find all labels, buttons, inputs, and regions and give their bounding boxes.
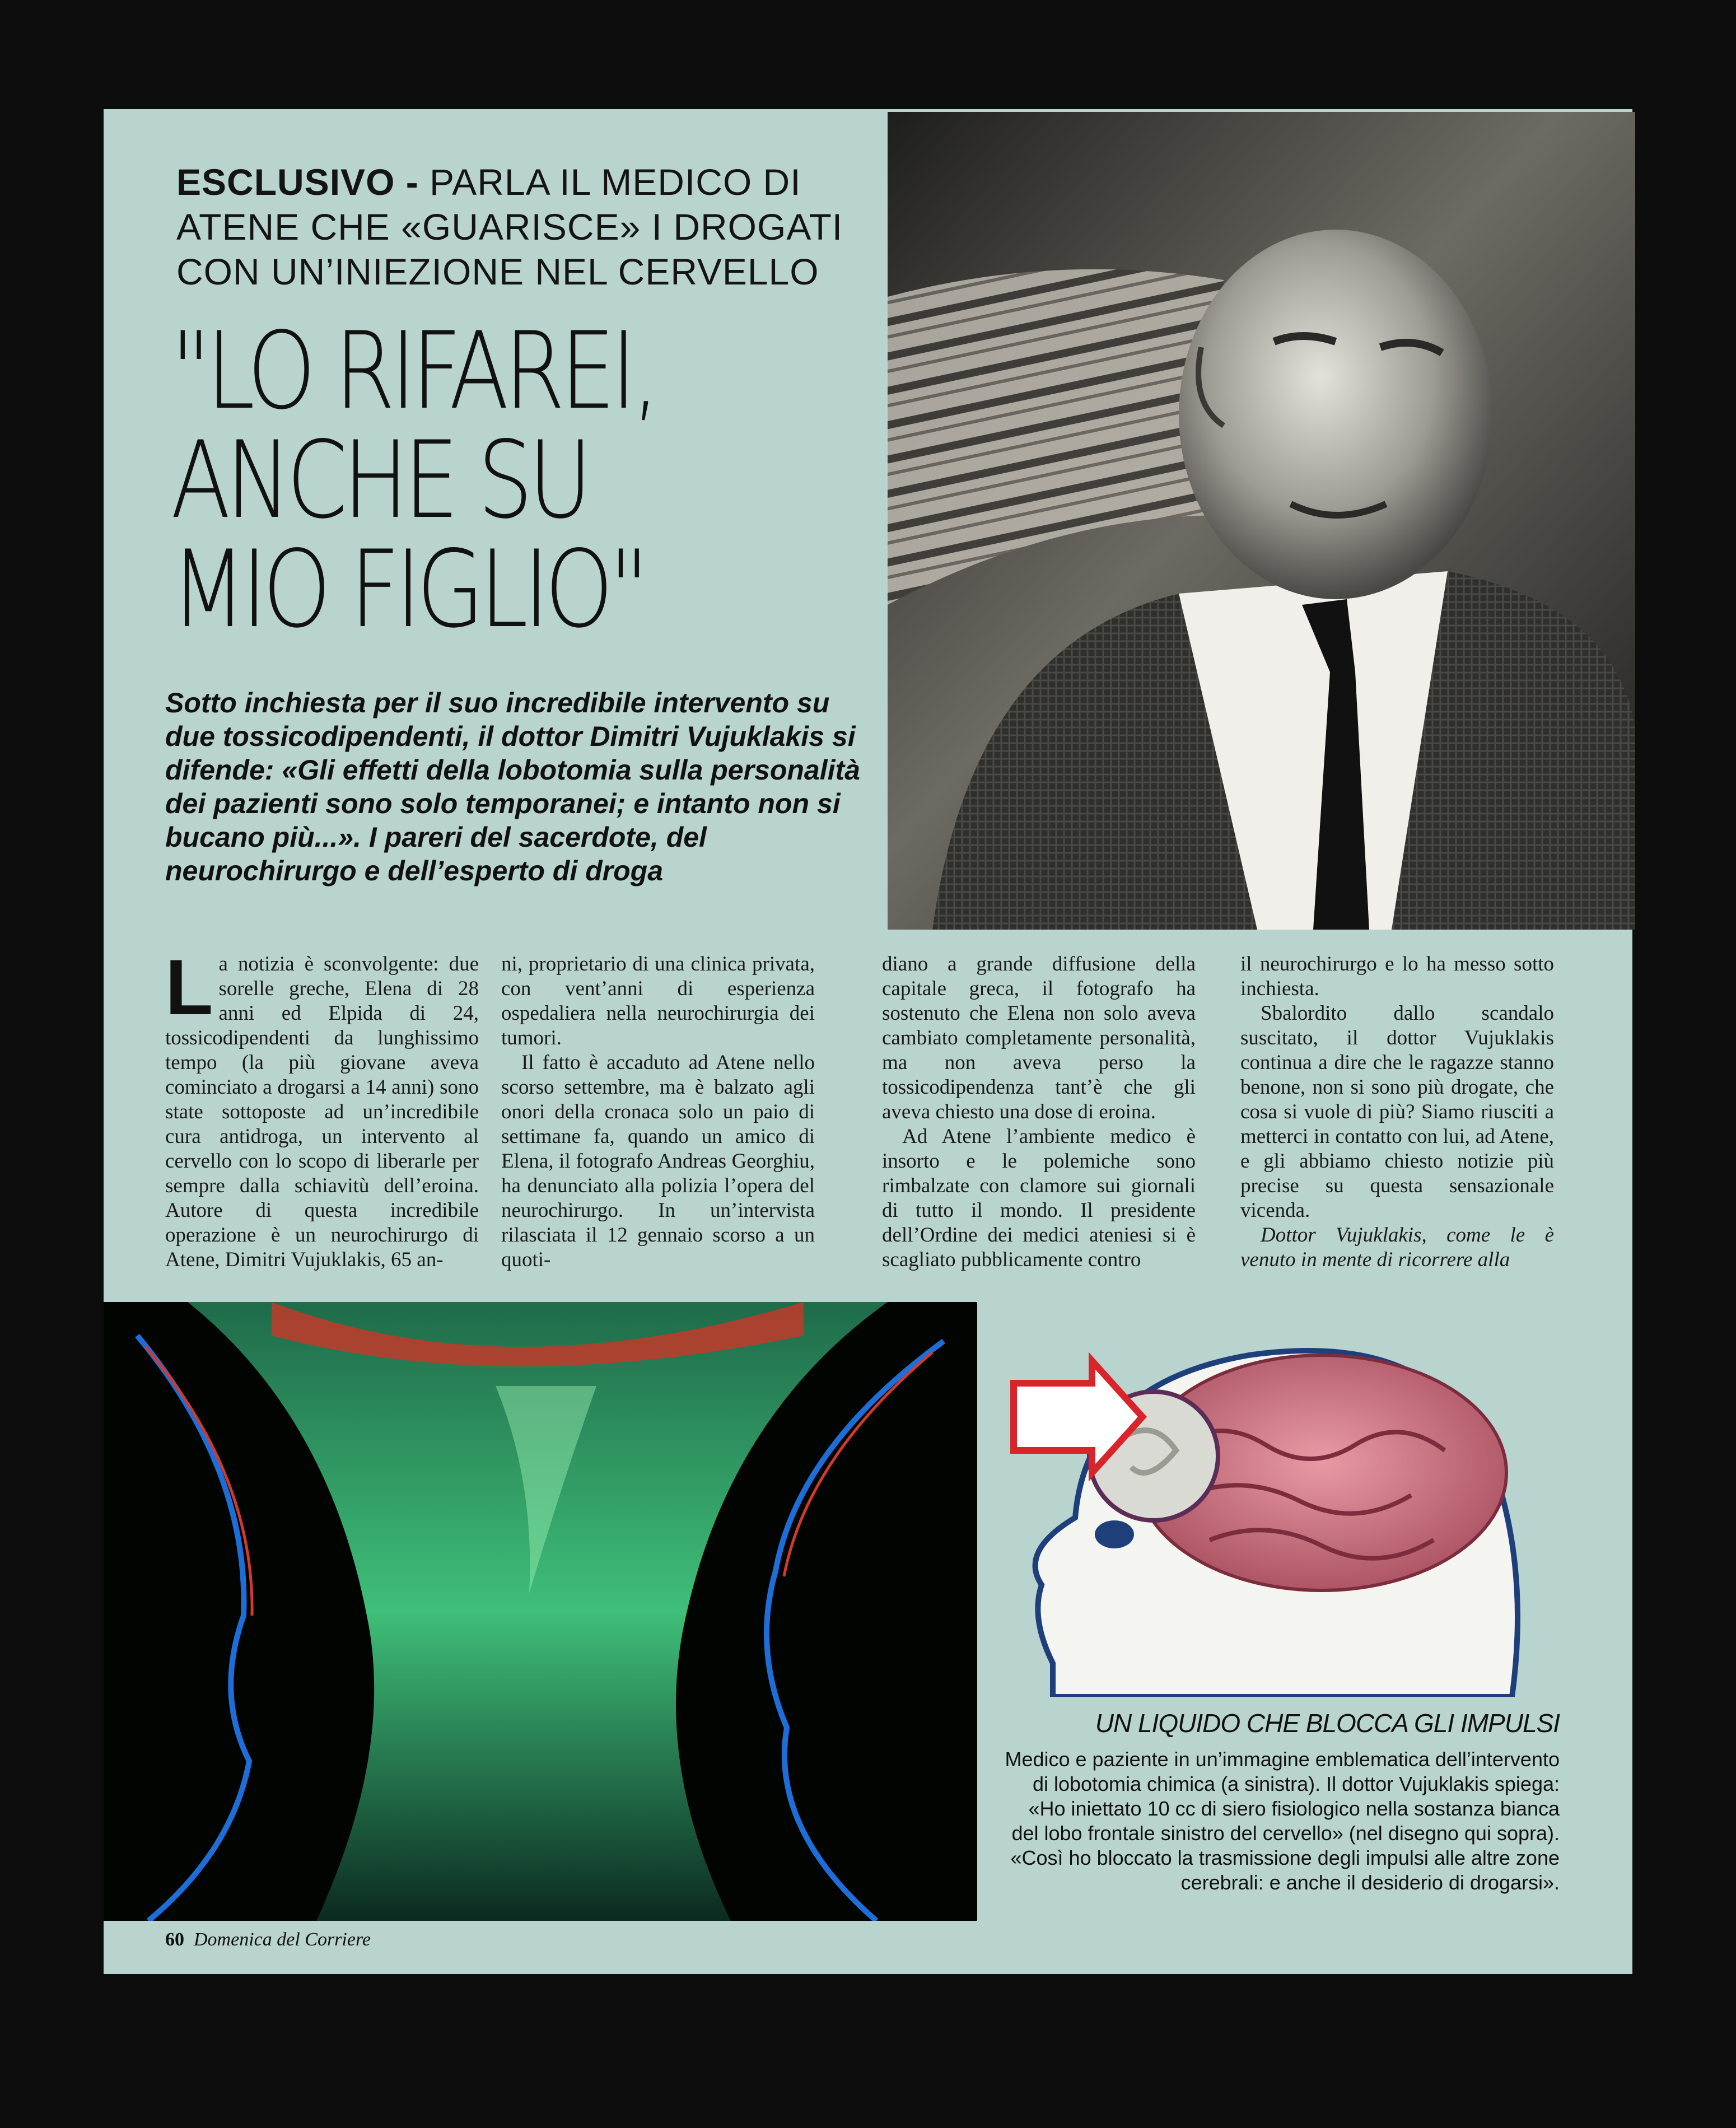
caption-title: UN LIQUIDO CHE BLOCCA GLI IMPULSI	[1095, 1709, 1560, 1738]
neon-profiles-illustration	[104, 1302, 977, 1921]
paragraph: il neurochirurgo e lo ha messo sotto inchiesta.	[1240, 953, 1554, 1000]
page-footer	[165, 1929, 371, 1950]
paragraph: Ad Atene l’ambiente medico è insorto e le polemiche sono rimbalzate con clamore sui giornali di tutto il mondo. Il presidente dell’Ordine dei medici ateniesi si è scagliato pubblicamente contro	[882, 1125, 1196, 1271]
paragraph: Sbalordito dallo scandalo suscitato, il dottor Vujuklakis continua a dire che le ragazze stanno benone, non si sono più drogate, che cosa si vuole di più? Siamo riusciti a metterci in contatto con lui, ad Atene, e gli abbiamo chiesto notizie più precise su questa sensazionale vicenda.	[1240, 1002, 1554, 1222]
paragraph: diano a grande diffusione della capitale greca, il fotografo ha sostenuto che Elena non solo aveva cambiato completamente personalità, ma non aveva perso la tossicodipendenza tant’è che gli aveva chiesto una dose di eroina.	[882, 953, 1196, 1123]
publication-name: Domenica del Corriere	[194, 1929, 371, 1950]
paragraph: ni, proprietario di una clinica privata, con vent’anni di esperienza ospedaliera nella neurochirurgia dei tumori.	[501, 953, 815, 1049]
paragraph: a notizia è sconvolgente: due sorelle greche, Elena di 28 anni ed Elpida di 24, tossicodipendenti da lunghissimo tempo (la più giovane aveva cominciato a drogarsi a 14 anni) sono state sottoposte ad un’incredibile cura antidroga, un intervento al cervello con lo scopo di liberarle per sempre dalla schiavitù dell’eroina. Autore di questa incredibile operazione è un neurochirurgo di Atene, Dimitri Vujuklakis, 65 an-	[165, 953, 479, 1271]
brain-illustration	[1008, 1305, 1568, 1697]
brain-diagram	[1008, 1305, 1568, 1697]
kicker-lead: ESCLUSIVO -	[176, 161, 419, 203]
kicker-text: PARLA IL MEDICO DI ATENE CHE «GUARISCE» I DROGATI CON UN’INIEZIONE NEL CERVELLO	[176, 161, 843, 292]
doctor-portrait-illustration	[888, 112, 1635, 930]
interview-question: Dottor Vujuklakis, come le è venuto in mente di ricorrere alla	[1240, 1224, 1554, 1271]
headline: "LO RIFAREI, ANCHE SU MIO FIGLIO"	[171, 309, 655, 651]
kicker	[176, 160, 871, 294]
article-column-1	[165, 943, 479, 1272]
paragraph: Il fatto è accaduto ad Atene nello scorso settembre, ma è balzato agli onori della cronaca solo un paio di settimane fa, quando un amico di Elena, il fotografo Andreas Georghiu, ha denunciato alla polizia l’opera del neurochirurgo. In un’intervista rilasciata il 12 gennaio scorso a un quoti-	[501, 1051, 815, 1271]
doctor-photo	[888, 112, 1635, 930]
caption-text: Medico e paziente in un’immagine emblematica dell’intervento di lobotomia chimica (a sinistra). Il dottor Vujuklakis spiega: «Ho iniettato 10 cc di siero fisiologico nella sostanza bianca del lobo frontale sinistro del cervello» (nel disegno qui sopra). «Così ho bloccato la trasmissione degli impulsi alle altre zone cerebrali: e anche il desiderio di drogarsi».	[1005, 1748, 1560, 1894]
neon-profiles-image	[104, 1302, 977, 1921]
deck: Sotto inchiesta per il suo incredibile intervento su due tossicodipendenti, il dottor Dimitri Vujuklakis si difende: «Gli effetti della lobotomia sulla personalità dei pazienti sono solo temporanei; e intanto non si bucano più...». I pareri del sacerdote, del neurochirurgo e dell’esperto di droga	[165, 687, 860, 886]
page-number: 60	[165, 1929, 184, 1950]
article-column-3	[882, 952, 1196, 1272]
article-column-2	[501, 952, 815, 1272]
drop-cap: L	[165, 943, 213, 1031]
article-column-4	[1240, 952, 1554, 1272]
